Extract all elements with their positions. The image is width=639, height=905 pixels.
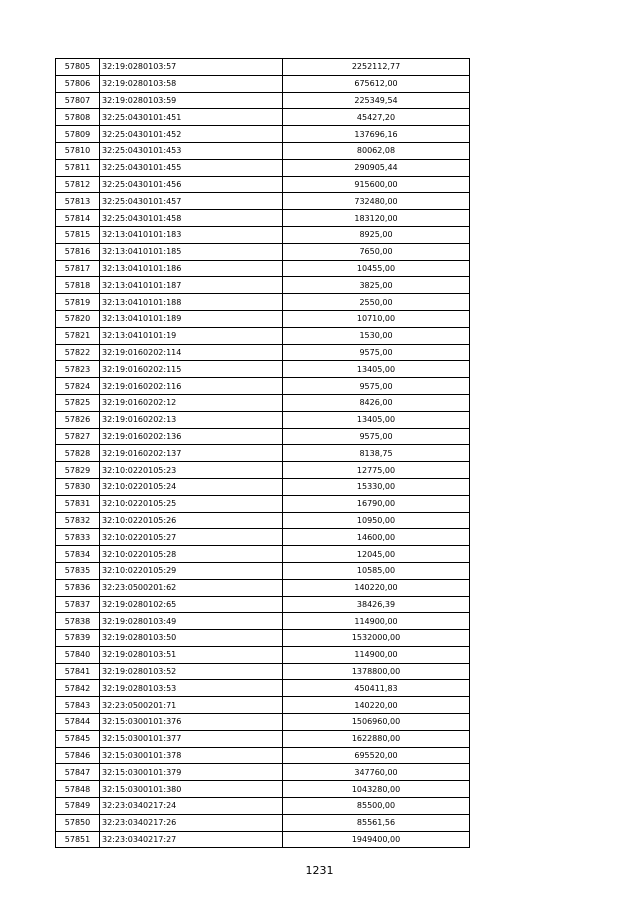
- cadastral-number-cell: 32:25:0430101:453: [100, 142, 283, 159]
- table-row: [56, 663, 470, 680]
- row-number-cell: 57842: [56, 680, 100, 697]
- table-row: [56, 798, 470, 815]
- row-number-cell: 57824: [56, 378, 100, 395]
- table-body: [56, 59, 470, 848]
- row-number-cell: 57818: [56, 277, 100, 294]
- row-number-cell: 57829: [56, 462, 100, 479]
- cadastral-number-cell: 32:13:0410101:189: [100, 310, 283, 327]
- cadastral-number-cell: 32:13:0410101:185: [100, 243, 283, 260]
- row-number-cell: 57805: [56, 59, 100, 76]
- cadastral-number-cell: 32:10:0220105:25: [100, 495, 283, 512]
- value-cell: 16790,00: [283, 495, 470, 512]
- row-number-cell: 57832: [56, 512, 100, 529]
- cadastral-number-cell: 32:13:0410101:187: [100, 277, 283, 294]
- row-number-cell: 57825: [56, 394, 100, 411]
- row-number-cell: 57814: [56, 210, 100, 227]
- table-row: [56, 260, 470, 277]
- cadastral-number-cell: 32:19:0280103:52: [100, 663, 283, 680]
- table-row: [56, 75, 470, 92]
- value-cell: 10710,00: [283, 310, 470, 327]
- row-number-cell: 57840: [56, 646, 100, 663]
- table-row: [56, 546, 470, 563]
- value-cell: 1506960,00: [283, 714, 470, 731]
- cadastral-number-cell: 32:19:0160202:114: [100, 344, 283, 361]
- table-row: [56, 596, 470, 613]
- cadastral-number-cell: 32:10:0220105:27: [100, 529, 283, 546]
- value-cell: 7650,00: [283, 243, 470, 260]
- value-cell: 8925,00: [283, 226, 470, 243]
- table-row: [56, 646, 470, 663]
- value-cell: 12775,00: [283, 462, 470, 479]
- cadastral-number-cell: 32:15:0300101:377: [100, 730, 283, 747]
- table-row: [56, 462, 470, 479]
- row-number-cell: 57812: [56, 176, 100, 193]
- table-row: [56, 294, 470, 311]
- value-cell: 140220,00: [283, 697, 470, 714]
- table-row: [56, 411, 470, 428]
- row-number-cell: 57841: [56, 663, 100, 680]
- value-cell: 695520,00: [283, 747, 470, 764]
- table-row: [56, 529, 470, 546]
- value-cell: 114900,00: [283, 613, 470, 630]
- row-number-cell: 57813: [56, 193, 100, 210]
- value-cell: 1949400,00: [283, 831, 470, 848]
- row-number-cell: 57837: [56, 596, 100, 613]
- value-cell: 13405,00: [283, 411, 470, 428]
- table-row: [56, 327, 470, 344]
- cadastral-number-cell: 32:19:0280102:65: [100, 596, 283, 613]
- value-cell: 1622880,00: [283, 730, 470, 747]
- cadastral-number-cell: 32:13:0410101:186: [100, 260, 283, 277]
- cadastral-number-cell: 32:10:0220105:23: [100, 462, 283, 479]
- table-row: [56, 92, 470, 109]
- row-number-cell: 57848: [56, 781, 100, 798]
- cadastral-number-cell: 32:13:0410101:183: [100, 226, 283, 243]
- table-row: [56, 378, 470, 395]
- value-cell: 45427,20: [283, 109, 470, 126]
- table-row: [56, 680, 470, 697]
- table-row: [56, 478, 470, 495]
- row-number-cell: 57810: [56, 142, 100, 159]
- cadastral-number-cell: 32:19:0160202:13: [100, 411, 283, 428]
- table-row: [56, 277, 470, 294]
- table-row: [56, 243, 470, 260]
- table-row: [56, 445, 470, 462]
- cadastral-number-cell: 32:15:0300101:376: [100, 714, 283, 731]
- cadastral-number-cell: 32:13:0410101:19: [100, 327, 283, 344]
- cadastral-value-table: [55, 58, 470, 848]
- row-number-cell: 57834: [56, 546, 100, 563]
- cadastral-number-cell: 32:10:0220105:28: [100, 546, 283, 563]
- row-number-cell: 57828: [56, 445, 100, 462]
- table-row: [56, 630, 470, 647]
- row-number-cell: 57845: [56, 730, 100, 747]
- row-number-cell: 57849: [56, 798, 100, 815]
- table-row: [56, 394, 470, 411]
- cadastral-number-cell: 32:23:0340217:27: [100, 831, 283, 848]
- value-cell: 2252112,77: [283, 59, 470, 76]
- cadastral-number-cell: 32:15:0300101:379: [100, 764, 283, 781]
- table-row: [56, 344, 470, 361]
- row-number-cell: 57806: [56, 75, 100, 92]
- row-number-cell: 57826: [56, 411, 100, 428]
- cadastral-number-cell: 32:19:0280103:51: [100, 646, 283, 663]
- value-cell: 1378800,00: [283, 663, 470, 680]
- value-cell: 915600,00: [283, 176, 470, 193]
- value-cell: 732480,00: [283, 193, 470, 210]
- row-number-cell: 57847: [56, 764, 100, 781]
- cadastral-number-cell: 32:25:0430101:452: [100, 126, 283, 143]
- table-row: [56, 59, 470, 76]
- table-row: [56, 126, 470, 143]
- value-cell: 225349,54: [283, 92, 470, 109]
- row-number-cell: 57835: [56, 562, 100, 579]
- value-cell: 12045,00: [283, 546, 470, 563]
- row-number-cell: 57808: [56, 109, 100, 126]
- value-cell: 1530,00: [283, 327, 470, 344]
- cadastral-number-cell: 32:19:0160202:136: [100, 428, 283, 445]
- table-row: [56, 512, 470, 529]
- cadastral-number-cell: 32:25:0430101:455: [100, 159, 283, 176]
- table-row: [56, 310, 470, 327]
- value-cell: 10585,00: [283, 562, 470, 579]
- value-cell: 8426,00: [283, 394, 470, 411]
- value-cell: 1043280,00: [283, 781, 470, 798]
- value-cell: 14600,00: [283, 529, 470, 546]
- value-cell: 183120,00: [283, 210, 470, 227]
- row-number-cell: 57830: [56, 478, 100, 495]
- cadastral-number-cell: 32:19:0160202:12: [100, 394, 283, 411]
- row-number-cell: 57811: [56, 159, 100, 176]
- table-row: [56, 764, 470, 781]
- table-row: [56, 714, 470, 731]
- table-row: [56, 193, 470, 210]
- table-row: [56, 226, 470, 243]
- value-cell: 9575,00: [283, 428, 470, 445]
- table-row: [56, 361, 470, 378]
- table-row: [56, 697, 470, 714]
- row-number-cell: 57822: [56, 344, 100, 361]
- cadastral-number-cell: 32:19:0280103:59: [100, 92, 283, 109]
- value-cell: 2550,00: [283, 294, 470, 311]
- row-number-cell: 57846: [56, 747, 100, 764]
- value-cell: 15330,00: [283, 478, 470, 495]
- row-number-cell: 57844: [56, 714, 100, 731]
- value-cell: 140220,00: [283, 579, 470, 596]
- value-cell: 1532000,00: [283, 630, 470, 647]
- page-number: 1231: [305, 864, 334, 877]
- value-cell: 85500,00: [283, 798, 470, 815]
- cadastral-number-cell: 32:25:0430101:456: [100, 176, 283, 193]
- row-number-cell: 57817: [56, 260, 100, 277]
- cadastral-number-cell: 32:25:0430101:451: [100, 109, 283, 126]
- value-cell: 10950,00: [283, 512, 470, 529]
- cadastral-number-cell: 32:23:0500201:71: [100, 697, 283, 714]
- cadastral-number-cell: 32:25:0430101:457: [100, 193, 283, 210]
- table-row: [56, 781, 470, 798]
- value-cell: 3825,00: [283, 277, 470, 294]
- row-number-cell: 57838: [56, 613, 100, 630]
- row-number-cell: 57820: [56, 310, 100, 327]
- cadastral-number-cell: 32:19:0160202:137: [100, 445, 283, 462]
- cadastral-number-cell: 32:19:0160202:116: [100, 378, 283, 395]
- row-number-cell: 57815: [56, 226, 100, 243]
- cadastral-number-cell: 32:19:0280103:49: [100, 613, 283, 630]
- row-number-cell: 57851: [56, 831, 100, 848]
- cadastral-number-cell: 32:19:0280103:50: [100, 630, 283, 647]
- cadastral-number-cell: 32:25:0430101:458: [100, 210, 283, 227]
- row-number-cell: 57836: [56, 579, 100, 596]
- value-cell: 13405,00: [283, 361, 470, 378]
- value-cell: 450411,83: [283, 680, 470, 697]
- table-row: [56, 562, 470, 579]
- value-cell: 347760,00: [283, 764, 470, 781]
- row-number-cell: 57816: [56, 243, 100, 260]
- value-cell: 38426,39: [283, 596, 470, 613]
- table-row: [56, 579, 470, 596]
- value-cell: 675612,00: [283, 75, 470, 92]
- cadastral-number-cell: 32:19:0280103:57: [100, 59, 283, 76]
- table-row: [56, 109, 470, 126]
- cadastral-number-cell: 32:15:0300101:378: [100, 747, 283, 764]
- row-number-cell: 57809: [56, 126, 100, 143]
- row-number-cell: 57831: [56, 495, 100, 512]
- cadastral-number-cell: 32:19:0280103:53: [100, 680, 283, 697]
- table-row: [56, 613, 470, 630]
- cadastral-number-cell: 32:19:0280103:58: [100, 75, 283, 92]
- cadastral-number-cell: 32:23:0500201:62: [100, 579, 283, 596]
- cadastral-number-cell: 32:13:0410101:188: [100, 294, 283, 311]
- value-cell: 10455,00: [283, 260, 470, 277]
- value-cell: 137696,16: [283, 126, 470, 143]
- row-number-cell: 57850: [56, 814, 100, 831]
- row-number-cell: 57821: [56, 327, 100, 344]
- row-number-cell: 57819: [56, 294, 100, 311]
- row-number-cell: 57843: [56, 697, 100, 714]
- value-cell: 9575,00: [283, 378, 470, 395]
- table-row: [56, 210, 470, 227]
- row-number-cell: 57839: [56, 630, 100, 647]
- cadastral-number-cell: 32:23:0340217:24: [100, 798, 283, 815]
- table-row: [56, 142, 470, 159]
- cadastral-number-cell: 32:23:0340217:26: [100, 814, 283, 831]
- cadastral-number-cell: 32:10:0220105:29: [100, 562, 283, 579]
- cadastral-number-cell: 32:15:0300101:380: [100, 781, 283, 798]
- table-row: [56, 814, 470, 831]
- table-row: [56, 747, 470, 764]
- table-row: [56, 428, 470, 445]
- value-cell: 9575,00: [283, 344, 470, 361]
- cadastral-number-cell: 32:10:0220105:24: [100, 478, 283, 495]
- table-row: [56, 730, 470, 747]
- value-cell: 8138,75: [283, 445, 470, 462]
- cadastral-number-cell: 32:10:0220105:26: [100, 512, 283, 529]
- value-cell: 114900,00: [283, 646, 470, 663]
- row-number-cell: 57827: [56, 428, 100, 445]
- cadastral-number-cell: 32:19:0160202:115: [100, 361, 283, 378]
- table-row: [56, 495, 470, 512]
- row-number-cell: 57807: [56, 92, 100, 109]
- row-number-cell: 57833: [56, 529, 100, 546]
- value-cell: 85561,56: [283, 814, 470, 831]
- value-cell: 80062,08: [283, 142, 470, 159]
- row-number-cell: 57823: [56, 361, 100, 378]
- table-row: [56, 176, 470, 193]
- value-cell: 290905,44: [283, 159, 470, 176]
- table-row: [56, 831, 470, 848]
- table-row: [56, 159, 470, 176]
